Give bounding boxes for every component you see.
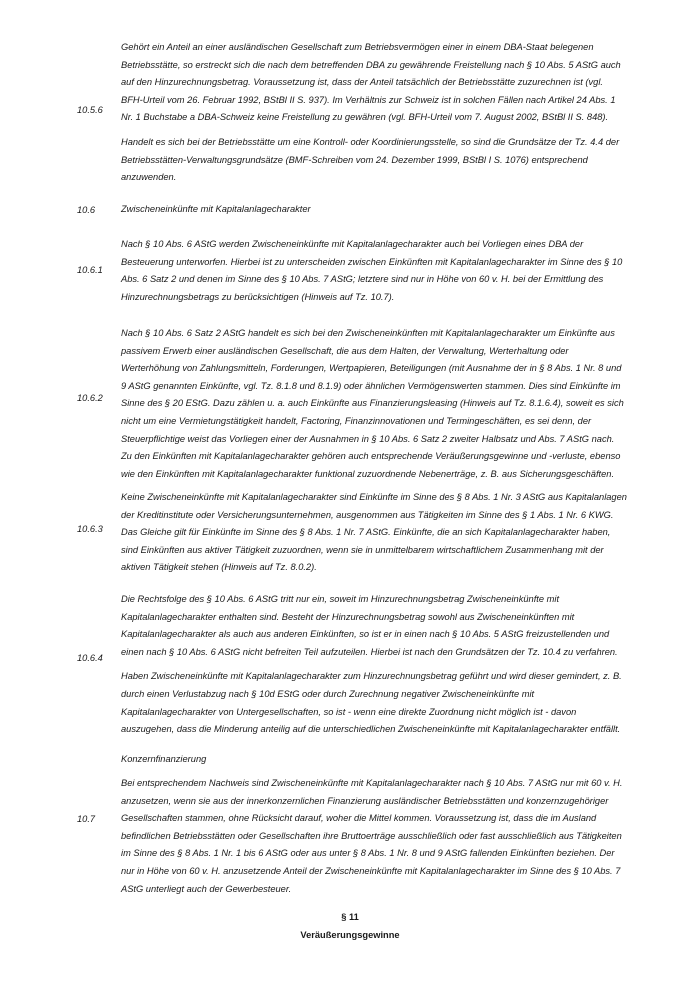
heading-text: Zwischeneinkünfte mit Kapitalanlagecharakter: [121, 204, 311, 214]
subheading: [121, 751, 627, 769]
paragraph-mark: § 11: [341, 912, 359, 922]
subheading-text: Konzernfinanzierung: [121, 754, 207, 764]
section-number: 10.6.1: [77, 265, 103, 275]
section-text: [121, 775, 627, 898]
paragraph: Handelt es sich bei der Betriebsstätte um eine Kontroll- oder Koordinierungsstelle, so sind die Grundsätze der Tz. 4.4 der Betriebsstätten-Verwaltungsgrundsätze (BMF-Schreiben vom 24. Dezember 1999, BStBl I S. 1076) entsprechend anzuwenden.: [121, 136, 620, 183]
section-text: [121, 591, 627, 739]
section-number: 10.6.2: [77, 393, 103, 403]
section-text: [121, 39, 627, 187]
section-text: [121, 489, 627, 577]
paragraph: Die Rechtsfolge des § 10 Abs. 6 AStG tritt nur ein, soweit im Hinzurechnungsbetrag Zwischeneinkünfte mit Kapitalanlagecharakter enthalten sind. Besteht der Hinzurechnungsbetrag sowohl aus Zwischeneinkünften mit Kapitalanlagecharakter als auch aus anderen Einkünften, so ist er in einen nach § 10 Abs. 5 AStG freizustellenden und einen nach § 10 Abs. 6 AStG nicht befreiten Teil aufzuteilen. Hierbei ist nach den Grundsätzen der Tz. 10.4 zu verfahren.: [121, 594, 618, 657]
paragraph: Keine Zwischeneinkünfte mit Kapitalanlagecharakter sind Einkünfte im Sinne des § 8 Abs. 1 Nr. 3 AStG aus Kapitalanlagen der Kreditinstitute oder Versicherungsunternehmen, ausgenommen aus Tätigkeiten im Sinne des § 1 Abs. 1 Nr. 6 KWG. Das Gleiche gilt für Einkünfte im Sinne des § 8 Abs. 1 Nr. 7 AStG. Einkünfte, die an sich Kapitalanlagecharakter haben, sind Einkünften aus aktiver Tätigkeit zuzuordnen, wenn sie in unmittelbarem wirtschaftlichem Zusammenhang mit der aktiven Tätigkeit stehen (Hinweis auf Tz. 8.0.2).: [121, 492, 627, 573]
chapter-heading: Veräußerungsgewinne: [300, 930, 400, 940]
section-number: 10.6.3: [77, 524, 103, 534]
section-number: 10.5.6: [77, 105, 103, 115]
section-text: [121, 325, 627, 483]
section-number: 10.6.4: [77, 653, 103, 663]
paragraph: Haben Zwischeneinkünfte mit Kapitalanlagecharakter zum Hinzurechnungsbetrag geführt und wird dieser gemindert, z. B. durch einen Verlustabzug nach § 10d EStG oder durch Zurechnung negativer Zwischeneinkünfte mit Kapitalanlagecharakter von Untergesellschaften, so ist - wenn eine direkte Zuordnung nicht möglich ist - davon auszugehen, dass die Minderung anteilig auf die unterschiedlichen Zwischeneinkünfte mit Kapitalanlagecharakter entfällt.: [121, 671, 622, 735]
paragraph: Nach § 10 Abs. 6 Satz 2 AStG handelt es sich bei den Zwischeneinkünften mit Kapitalanlagecharakter um Einkünfte aus passivem Erwerb einer ausländischen Gesellschaft, die aus dem Halten, der Verwaltung, Werterhaltung oder Werterhöhung von Zahlungsmitteln, Forderungen, Wertpapieren, Beteiligungen (mit Ausnahme der in § 8 Abs. 1 Nr. 8 und 9 AStG genannten Einkünfte, vgl. Tz. 8.1.8 und 8.1.9) oder ähnlichen Vermögenswerten stammen. Dies sind Einkünfte im Sinne des § 20 EStG. Dazu zählen u. a. auch Einkünfte aus Finanzierungsleasing (Hinweis auf Tz. 8.1.6.4), soweit es sich nicht um eine Vermietungstätigkeit handelt, Factoring, Finanzinnovationen und Termingeschäften, es sei denn, der Steuerpflichtige weist das Vorliegen einer der Ausnahmen in § 10 Abs. 6 Satz 2 zweiter Halbsatz und Abs. 7 AStG nach. Zu den Einkünften mit Kapitalanlagecharakter gehören auch entsprechende Veräußerungsgewinne und -verluste, ebenso wie den Einkünften mit Kapitalanlagecharakter funktional zuzuordnende Nebenerträge, z. B. aus Sicherungsgeschäften.: [121, 328, 624, 479]
paragraph: Nach § 10 Abs. 6 AStG werden Zwischeneinkünfte mit Kapitalanlagecharakter auch bei Vorliegen eines DBA der Besteuerung unterworfen. Hierbei ist zu unterscheiden zwischen Einkünften mit Kapitalanlagecharakter im Sinne des § 10 Abs. 6 Satz 2 und denen im Sinne des § 10 Abs. 7 AStG; letztere sind nur in Höhe von 60 v. H. bei der Ermittlung des Hinzurechnungsbetrags zu berücksichtigen (Hinweis auf Tz. 10.7).: [121, 239, 623, 302]
section-number: 10.6: [77, 205, 96, 215]
paragraph: Bei entsprechendem Nachweis sind Zwischeneinkünfte mit Kapitalanlagecharakter nach § 10 Abs. 7 AStG nur mit 60 v. H. anzusetzen, wenn sie aus der innerkonzernlichen Finanzierung ausländischer Betriebsstätten und konzernzugehöriger Gesellschaften stammen, ohne Rücksicht darauf, woher die Mittel kommen. Voraussetzung ist, dass die im Ausland befindlichen Betriebsstätten oder Gesellschaften ihre Bruttoerträge ausschließlich oder fast ausschließlich aus Tätigkeiten im Sinne des § 8 Abs. 1 Nr. 1 bis 6 AStG oder aus unter § 8 Abs. 1 Nr. 8 und 9 AStG fallenden Einkünften beziehen. Der nur in Höhe von 60 v. H. anzusetzende Anteil der Zwischeneinkünfte mit Kapitalanlagecharakter im Sinne des § 10 Abs. 7 AStG unterliegt auch der Gewerbesteuer.: [121, 778, 623, 894]
paragraph: Gehört ein Anteil an einer ausländischen Gesellschaft zum Betriebsvermögen einer in einem DBA-Staat belegenen Betriebsstätte, so erstreckt sich die nach dem betreffenden DBA zu gewährende Freistellung nach § 10 Abs. 5 AStG auch auf den Hinzurechnungsbetrag. Voraussetzung ist, dass der Anteil tatsächlich der Betriebsstätte zuzurechnen ist (vgl. BFH-Urteil vom 26. Februar 1992, BStBl II S. 937). Im Verhältnis zur Schweiz ist in solchen Fällen nach Artikel 24 Abs. 1 Nr. 1 Buchstabe a DBA-Schweiz keine Freistellung zu gewähren (vgl. BFH-Urteil vom 7. August 2002, BStBl II S. 848).: [121, 42, 621, 123]
section-text: [121, 236, 627, 306]
section-number: 10.7: [77, 814, 96, 824]
section-heading: [121, 201, 627, 219]
